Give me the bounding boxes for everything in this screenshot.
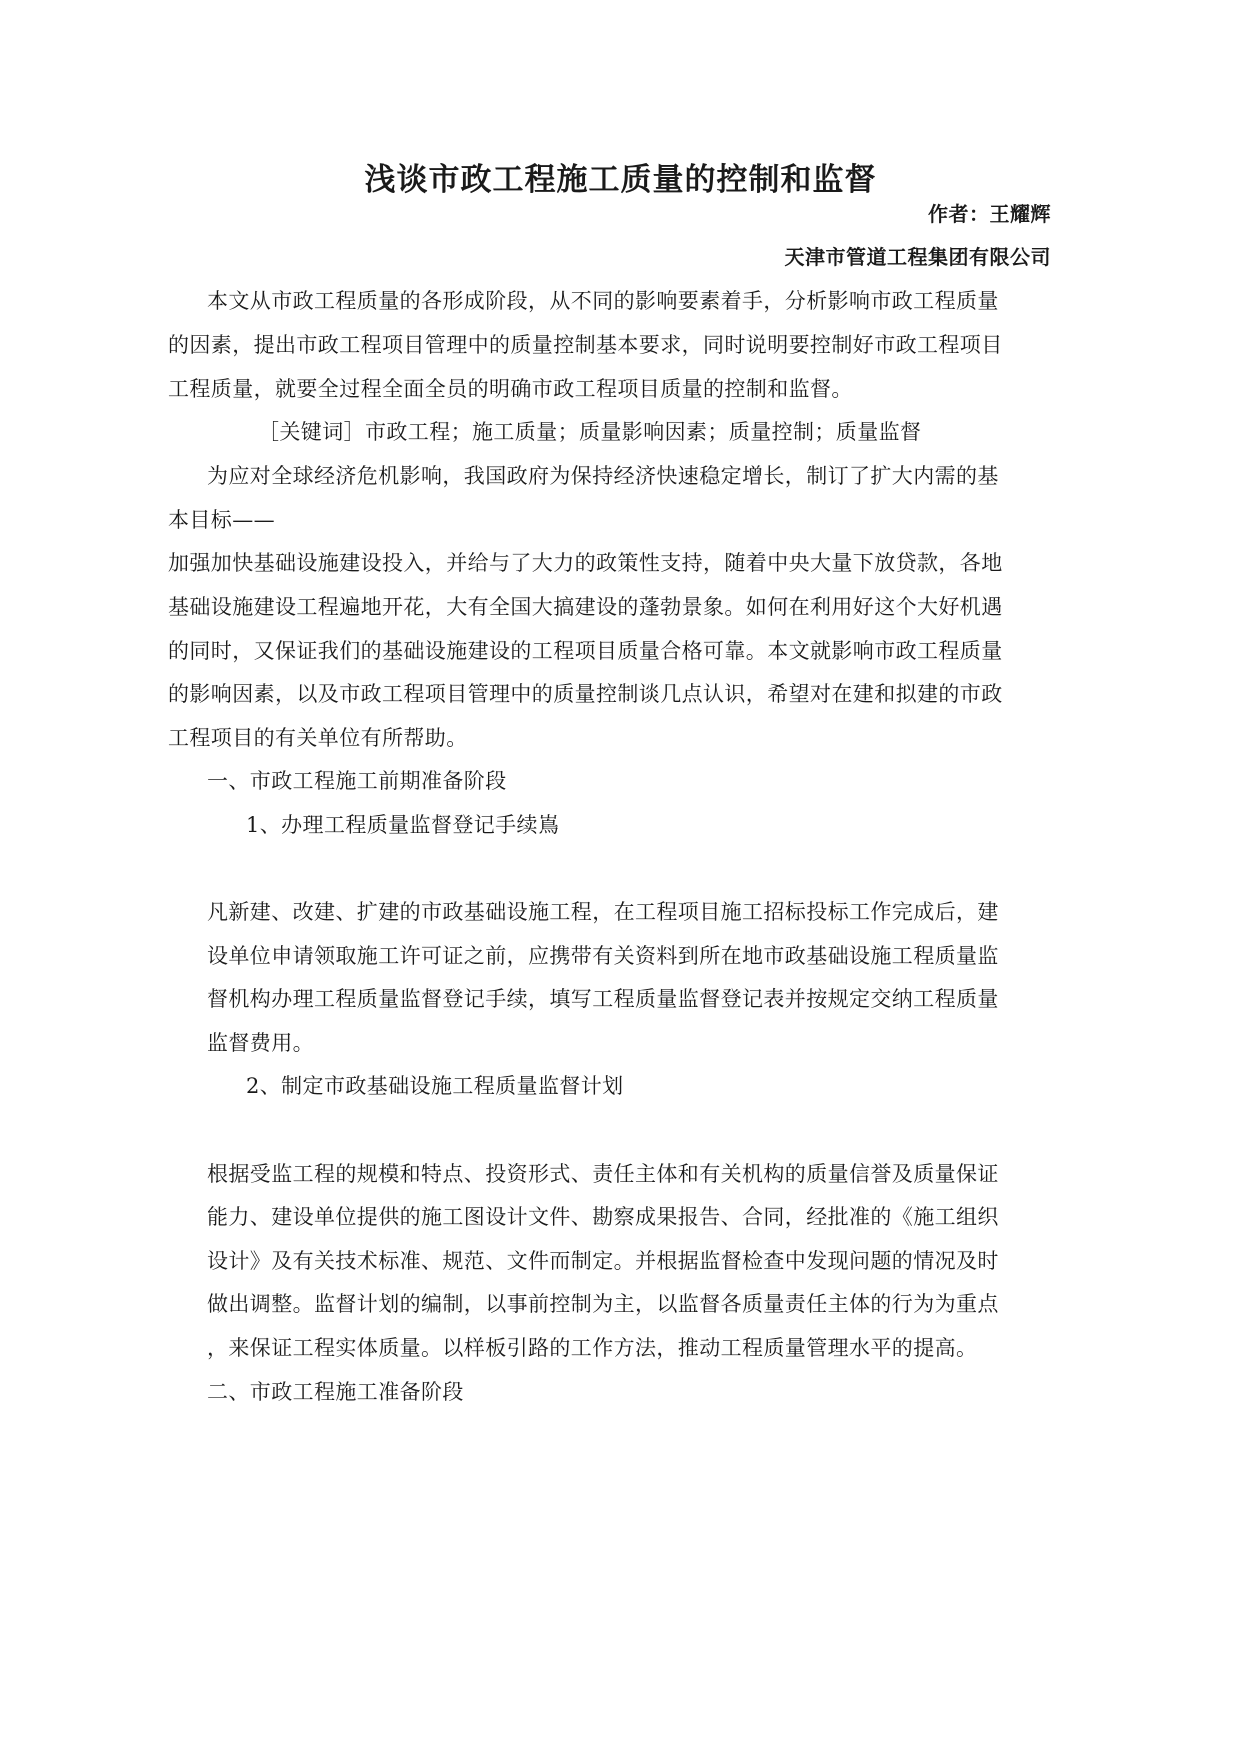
section-heading: 一、市政工程施工前期准备阶段 <box>207 769 507 793</box>
abstract-line: 本文从市政工程质量的各形成阶段，从不同的影响要素着手，分析影响市政工程质量 <box>207 289 999 313</box>
intro-line: 工程项目的有关单位有所帮助。 <box>168 726 468 750</box>
abstract-line: 工程质量，就要全过程全面全员的明确市政工程项目质量的控制和监督。 <box>168 377 853 401</box>
intro-line: 的影响因素，以及市政工程项目管理中的质量控制谈几点认识，希望对在建和拟建的市政 <box>168 682 1003 706</box>
organization-line: 天津市管道工程集团有限公司 <box>784 245 1051 269</box>
body-line: 做出调整。监督计划的编制，以事前控制为主，以监督各质量责任主体的行为为重点 <box>207 1292 999 1316</box>
intro-line: 为应对全球经济危机影响，我国政府为保持经济快速稳定增长，制订了扩大内需的基 <box>207 464 999 488</box>
intro-line: 本目标—— <box>168 508 275 532</box>
intro-line: 的同时，又保证我们的基础设施建设的工程项目质量合格可靠。本文就影响市政工程质量 <box>168 639 1003 663</box>
document-title: 浅谈市政工程施工质量的控制和监督 <box>364 162 877 198</box>
body-line: 能力、建设单位提供的施工图设计文件、勘察成果报告、合同，经批准的《施工组织 <box>207 1205 999 1229</box>
author-line: 作者：王耀辉 <box>928 202 1051 226</box>
body-line: 监督费用。 <box>207 1031 314 1055</box>
body-line: 根据受监工程的规模和特点、投资形式、责任主体和有关机构的质量信誉及质量保证 <box>207 1162 999 1186</box>
body-line: 设单位申请领取施工许可证之前，应携带有关资料到所在地市政基础设施工程质量监 <box>207 944 999 968</box>
body-line: ，来保证工程实体质量。以样板引路的工作方法，推动工程质量管理水平的提高。 <box>207 1336 978 1360</box>
body-line: 设计》及有关技术标准、规范、文件而制定。并根据监督检查中发现问题的情况及时 <box>207 1249 999 1273</box>
intro-line: 基础设施建设工程遍地开花，大有全国大搞建设的蓬勃景象。如何在利用好这个大好机遇 <box>168 595 1003 619</box>
section-heading: 二、市政工程施工准备阶段 <box>207 1380 464 1404</box>
body-line: 督机构办理工程质量监督登记手续，填写工程质量监督登记表并按规定交纳工程质量 <box>207 987 999 1011</box>
intro-line: 加强加快基础设施建设投入，并给与了大力的政策性支持，随着中央大量下放贷款，各地 <box>168 551 1003 575</box>
abstract-line: 的因素，提出市政工程项目管理中的质量控制基本要求，同时说明要控制好市政工程项目 <box>168 333 1003 357</box>
subsection-heading: 2、制定市政基础设施工程质量监督计划 <box>246 1074 624 1098</box>
body-line: 凡新建、改建、扩建的市政基础设施工程，在工程项目施工招标投标工作完成后，建 <box>207 900 999 924</box>
subsection-heading: 1、办理工程质量监督登记手续嶌 <box>246 813 560 837</box>
keywords-line: ［关键词］市政工程；施工质量；质量影响因素；质量控制；质量监督 <box>258 420 922 444</box>
